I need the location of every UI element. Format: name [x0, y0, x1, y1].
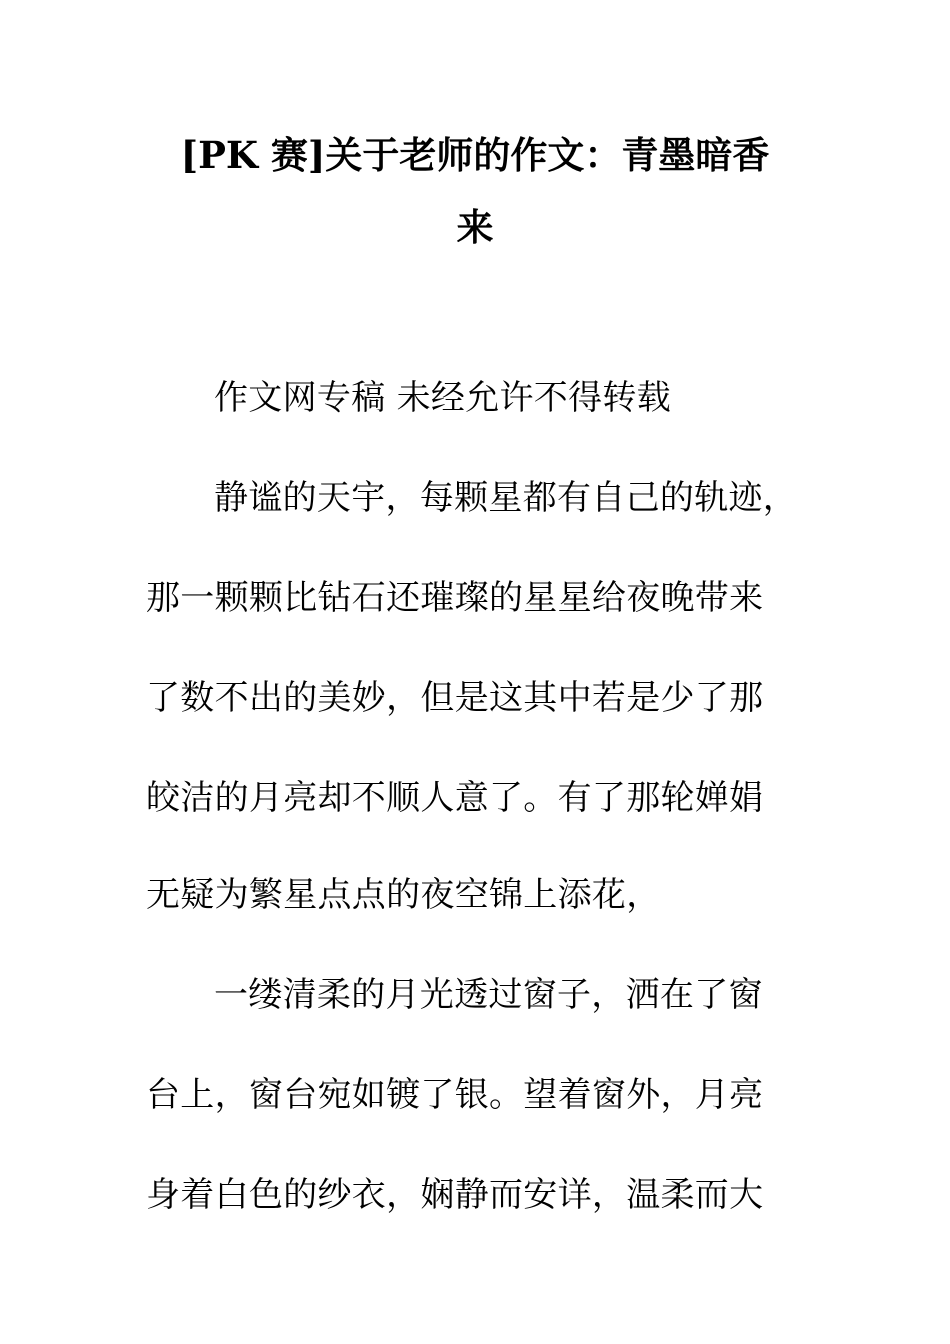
body-line-4: 了数不出的美妙，但是这其中若是少了那 — [146, 678, 764, 718]
document-title-line-1: [PK 赛]关于老师的作文：青墨暗香 — [180, 133, 770, 177]
body-line-7: 一缕清柔的月光透过窗子，洒在了窗 — [214, 975, 763, 1015]
body-line-2: 静谧的天宇，每颗星都有自己的轨迹， — [214, 478, 798, 518]
body-line-5: 皎洁的月亮却不顺人意了。有了那轮婵娟 — [146, 778, 764, 818]
body-line-6: 无疑为繁星点点的夜空锦上添花， — [146, 875, 661, 915]
document-title-line-2: 来 — [456, 205, 494, 249]
body-line-9: 身着白色的纱衣，娴静而安详，温柔而大 — [146, 1175, 764, 1215]
body-line-1: 作文网专稿 未经允许不得转载 — [214, 378, 672, 418]
body-line-3: 那一颗颗比钻石还璀璨的星星给夜晚带来 — [146, 578, 764, 618]
body-line-8: 台上，窗台宛如镀了银。望着窗外，月亮 — [146, 1075, 764, 1115]
